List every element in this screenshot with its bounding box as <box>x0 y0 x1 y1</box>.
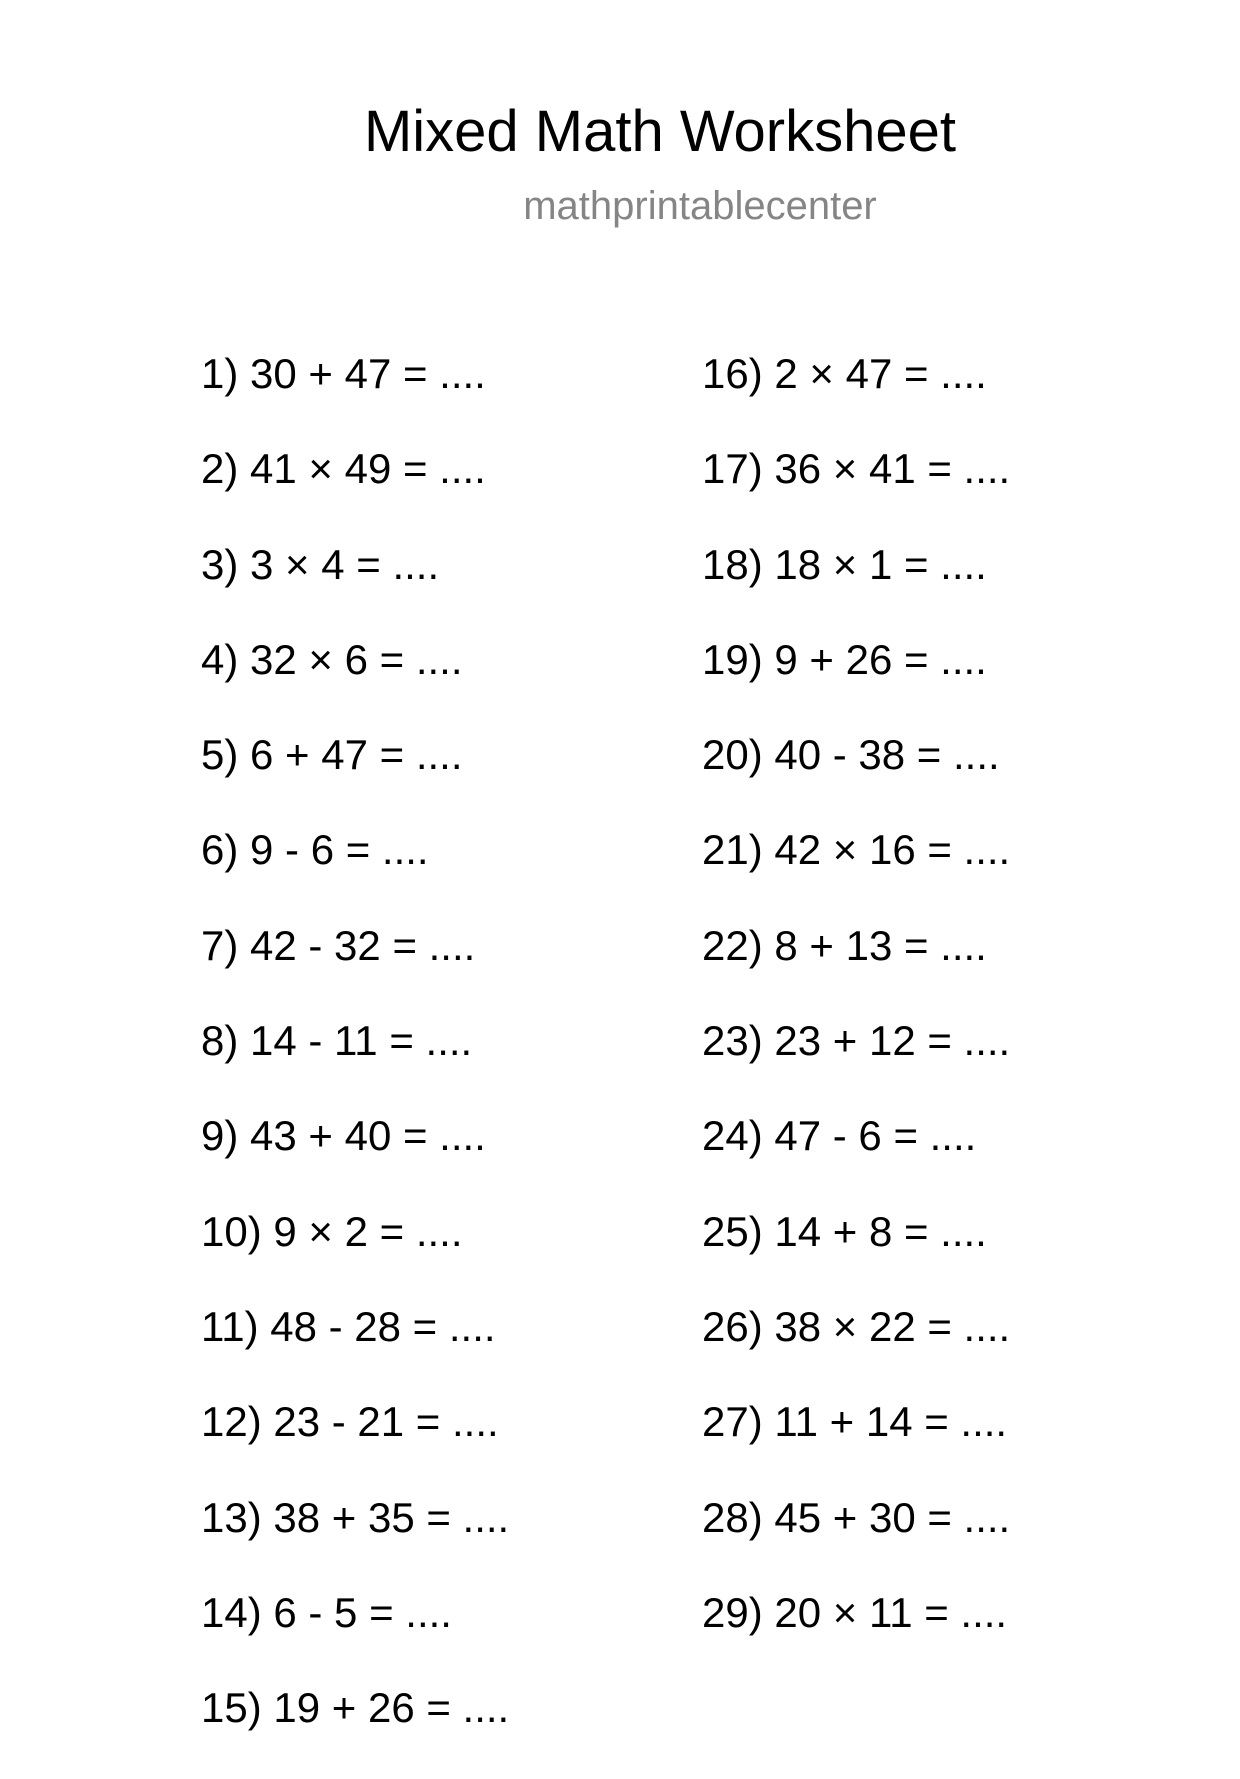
problem-13: 13) 38 + 35 = .... <box>201 1493 510 1541</box>
problem-16: 16) 2 × 47 = .... <box>702 350 987 397</box>
problem-9: 9) 43 + 40 = .... <box>201 1112 486 1160</box>
problem-27: 27) 11 + 14 = .... <box>702 1398 1008 1446</box>
problem-1: 1) 30 + 47 = .... <box>201 350 486 397</box>
problem-11: 11) 48 - 28 = .... <box>201 1302 496 1350</box>
problem-20: 20) 40 - 38 = .... <box>702 731 1000 779</box>
problem-6: 6) 9 - 6 = .... <box>201 826 429 874</box>
worksheet-title: Mixed Math Worksheet <box>363 99 957 164</box>
problem-17: 17) 36 × 41 = .... <box>702 445 1011 493</box>
problem-14: 14) 6 - 5 = .... <box>201 1588 452 1636</box>
problem-21: 21) 42 × 16 = .... <box>702 826 1011 874</box>
problem-3: 3) 3 × 4 = .... <box>201 540 440 588</box>
problem-25: 25) 14 + 8 = .... <box>702 1207 987 1255</box>
problem-23: 23) 23 + 12 = .... <box>702 1017 1011 1065</box>
problem-10: 10) 9 × 2 = .... <box>201 1207 463 1255</box>
problem-19: 19) 9 + 26 = .... <box>702 635 987 683</box>
problem-15: 15) 19 + 26 = .... <box>201 1684 510 1732</box>
problems-column-right <box>702 350 1010 1684</box>
problem-2: 2) 41 × 49 = .... <box>201 445 486 493</box>
problems-column-left <box>201 350 509 1779</box>
problem-5: 5) 6 + 47 = .... <box>201 731 463 779</box>
problem-12: 12) 23 - 21 = .... <box>201 1398 499 1446</box>
worksheet-subtitle: mathprintablecenter <box>523 184 877 228</box>
problem-28: 28) 45 + 30 = .... <box>702 1493 1011 1541</box>
problem-24: 24) 47 - 6 = .... <box>702 1112 977 1160</box>
problem-18: 18) 18 × 1 = .... <box>702 540 987 588</box>
problem-29: 29) 20 × 11 = .... <box>702 1588 1008 1636</box>
problem-7: 7) 42 - 32 = .... <box>201 921 476 969</box>
problem-26: 26) 38 × 22 = .... <box>702 1302 1011 1350</box>
problem-22: 22) 8 + 13 = .... <box>702 921 987 969</box>
problem-8: 8) 14 - 11 = .... <box>201 1017 473 1065</box>
problem-4: 4) 32 × 6 = .... <box>201 635 463 683</box>
